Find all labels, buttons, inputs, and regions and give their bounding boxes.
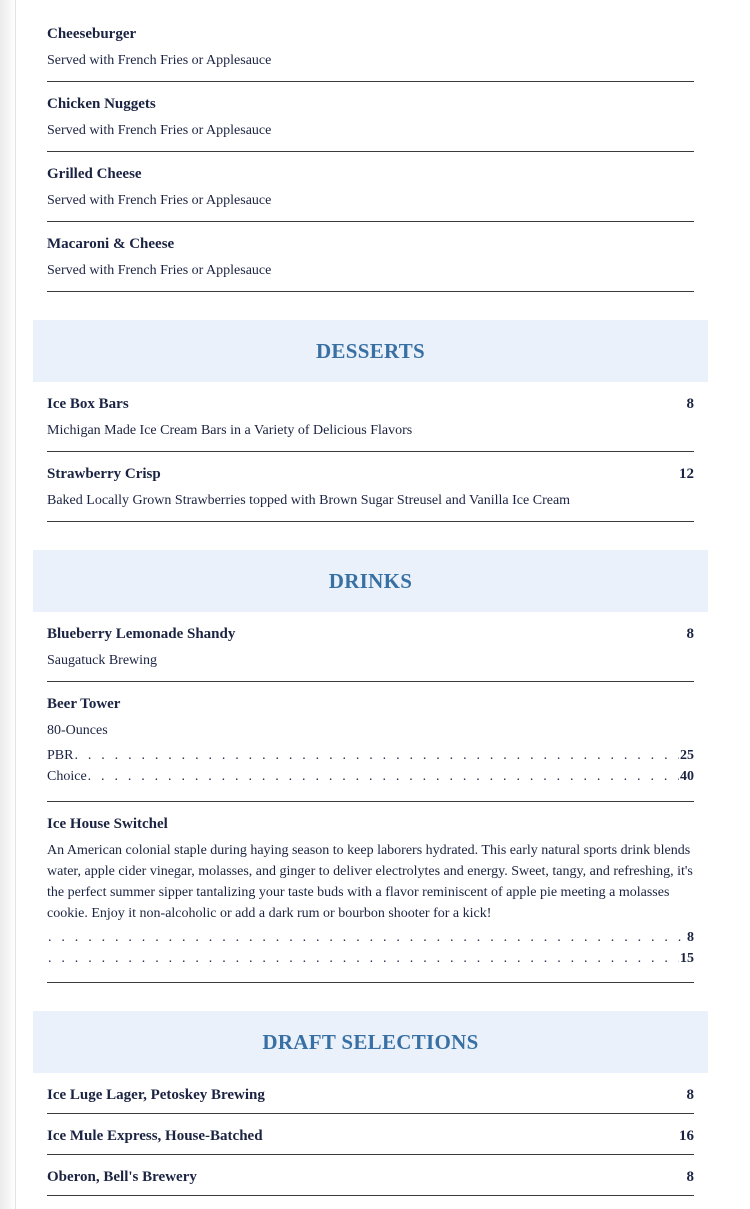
section-header-drinks [33,550,708,612]
menu-item [47,612,694,682]
option-price: 25 [680,748,694,763]
dot-leader [48,951,679,967]
item-price: 12 [679,466,694,482]
item-name: Cheeseburger [47,26,137,42]
item-description: Saugatuck Brewing [47,653,158,668]
option-price: 8 [687,930,694,945]
menu-item [47,152,694,222]
menu-item [47,0,694,82]
item-description: Baked Locally Grown Strawberries topped with Brown Sugar Streusel and Vanilla Ice Cream [47,493,571,508]
item-price: 8 [686,626,694,642]
item-name: Ice Box Bars [47,396,129,412]
item-name: Ice Mule Express, House-Batched [47,1128,263,1144]
menu-item [47,1073,694,1114]
section-title: DRINKS [328,568,413,593]
item-description: 80-Ounces [47,723,108,738]
item-name: Macaroni & Cheese [47,236,175,252]
item-name: Beer Tower [47,696,121,712]
item-description: An American colonial staple during haying season to keep laborers hydrated. This early natural sports drink blends water, apple cider vinegar, molasses, and ginger to deliver electrolytes and energy. Sweet, tangy, and refreshing, it's the perfect summer sipper tantalizing your taste buds with a flavor reminiscent of apple pie meeting a molasses cookie. Enjoy it non-alcoholic or add a dark rum or bourbon shooter for a kick! [47,843,693,921]
dot-leader [74,748,679,764]
menu-item [47,452,694,522]
section-title: DRAFT SELECTIONS [262,1029,479,1054]
item-description: Served with French Fries or Applesauce [47,53,272,68]
item-description: Served with French Fries or Applesauce [47,193,272,208]
section-header-desserts [33,320,708,382]
option-label: Choice [47,769,87,784]
menu-item [47,802,694,983]
item-description: Michigan Made Ice Cream Bars in a Variety of Delicious Flavors [47,423,413,438]
menu-item [47,682,694,802]
page-edge-shadow [0,0,16,1209]
item-description: Served with French Fries or Applesauce [47,263,272,278]
menu-page [33,0,708,1196]
item-name: Oberon, Bell's Brewery [47,1169,197,1185]
option-price: 15 [680,951,694,966]
menu-item [47,382,694,452]
item-price: 8 [686,396,694,412]
menu-item [47,222,694,292]
item-price: 8 [686,1169,694,1185]
item-name: Ice Luge Lager, Petoskey Brewing [47,1087,265,1103]
price-option [47,748,694,769]
item-name: Blueberry Lemonade Shandy [47,626,236,642]
option-label: PBR [47,748,74,763]
dot-leader [48,930,686,946]
item-price: 8 [686,1087,694,1103]
item-name: Chicken Nuggets [47,96,156,112]
item-price: 16 [679,1128,694,1144]
dot-leader [88,769,679,785]
item-name: Ice House Switchel [47,816,168,832]
section-title: DESSERTS [315,338,426,363]
section-header-draft-selections [33,1011,708,1073]
menu-item [47,82,694,152]
item-name: Grilled Cheese [47,166,142,182]
item-description: Served with French Fries or Applesauce [47,123,272,138]
price-option [47,951,694,972]
price-option [47,930,694,951]
option-price: 40 [680,769,694,784]
price-option [47,769,694,790]
menu-item [47,1155,694,1196]
menu-item [47,1114,694,1155]
item-name: Strawberry Crisp [47,466,161,482]
